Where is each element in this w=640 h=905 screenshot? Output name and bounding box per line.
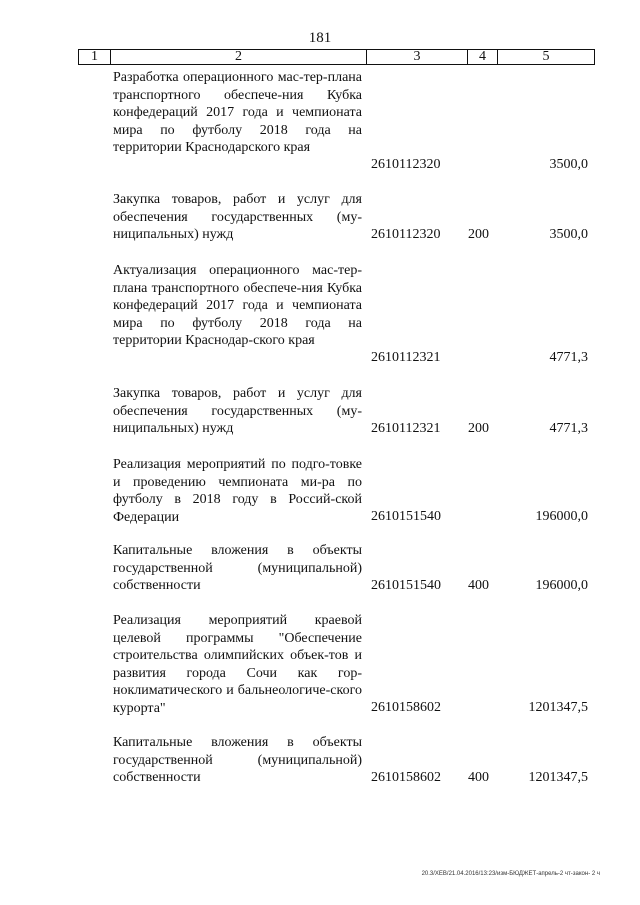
row-amount: 4771,3 — [549, 350, 588, 365]
column-header-2: 2 — [111, 50, 367, 65]
row-description: Актуализация операционного мас-тер-плана транспортного обеспече-ния Кубка конфедераций 2017 года и чемпионата мира по футболу 2018 года на территории Краснодар-ского края — [113, 263, 362, 348]
column-header-table — [78, 49, 595, 65]
row-description: Реализация мероприятий по подго-товке и проведению чемпионата ми-ра по футболу в 2018 году в Россий-ской Федерации — [113, 457, 362, 525]
row-description: Реализация мероприятий краевой целевой программы "Обеспечение строительства олимпийских объек-тов и развития города Сочи как гор-ноклиматического и бальнеологиче-ского курорта" — [113, 613, 362, 716]
row-amount: 1201347,5 — [528, 770, 588, 785]
column-header-1: 1 — [79, 50, 111, 65]
row-amount: 1201347,5 — [528, 700, 588, 715]
row-code: 2610151540 — [371, 578, 441, 593]
row-expense-type: 400 — [468, 578, 489, 593]
row-code: 2610112321 — [371, 421, 441, 436]
row-amount: 196000,0 — [535, 578, 588, 593]
row-amount: 196000,0 — [535, 509, 588, 524]
row-expense-type: 200 — [468, 227, 489, 242]
row-expense-type: 400 — [468, 770, 489, 785]
row-description: Капитальные вложения в объекты государственной (муниципальной) собственности — [113, 735, 362, 785]
row-description: Капитальные вложения в объекты государственной (муниципальной) собственности — [113, 543, 362, 593]
column-header-3: 3 — [367, 50, 468, 65]
column-header-5: 5 — [498, 50, 595, 65]
page-number: 181 — [308, 30, 332, 46]
row-description: Разработка операционного мас-тер-плана транспортного обеспече-ния Кубка конфедераций 2017 года и чемпионата мира по футболу 2018 года на территории Краснодарского края — [113, 70, 362, 155]
row-expense-type: 200 — [468, 421, 489, 436]
row-description: Закупка товаров, работ и услуг для обеспечения государственных (му-ниципальных) нужд — [113, 192, 362, 242]
row-code: 2610151540 — [371, 509, 441, 524]
row-code: 2610158602 — [371, 700, 441, 715]
row-amount: 4771,3 — [549, 421, 588, 436]
row-code: 2610158602 — [371, 770, 441, 785]
row-description: Закупка товаров, работ и услуг для обеспечения государственных (му-ниципальных) нужд — [113, 386, 362, 436]
row-amount: 3500,0 — [549, 227, 588, 242]
column-header-4: 4 — [468, 50, 498, 65]
row-code: 2610112321 — [371, 350, 441, 365]
row-code: 2610112320 — [371, 157, 441, 172]
row-code: 2610112320 — [371, 227, 441, 242]
document-footer-code: 20.3/ХЕВ/21.04.2016/13:23/изм-БЮДЖЕТ-апрель-2 чт-закон- 2 ч — [421, 871, 600, 877]
row-amount: 3500,0 — [549, 157, 588, 172]
